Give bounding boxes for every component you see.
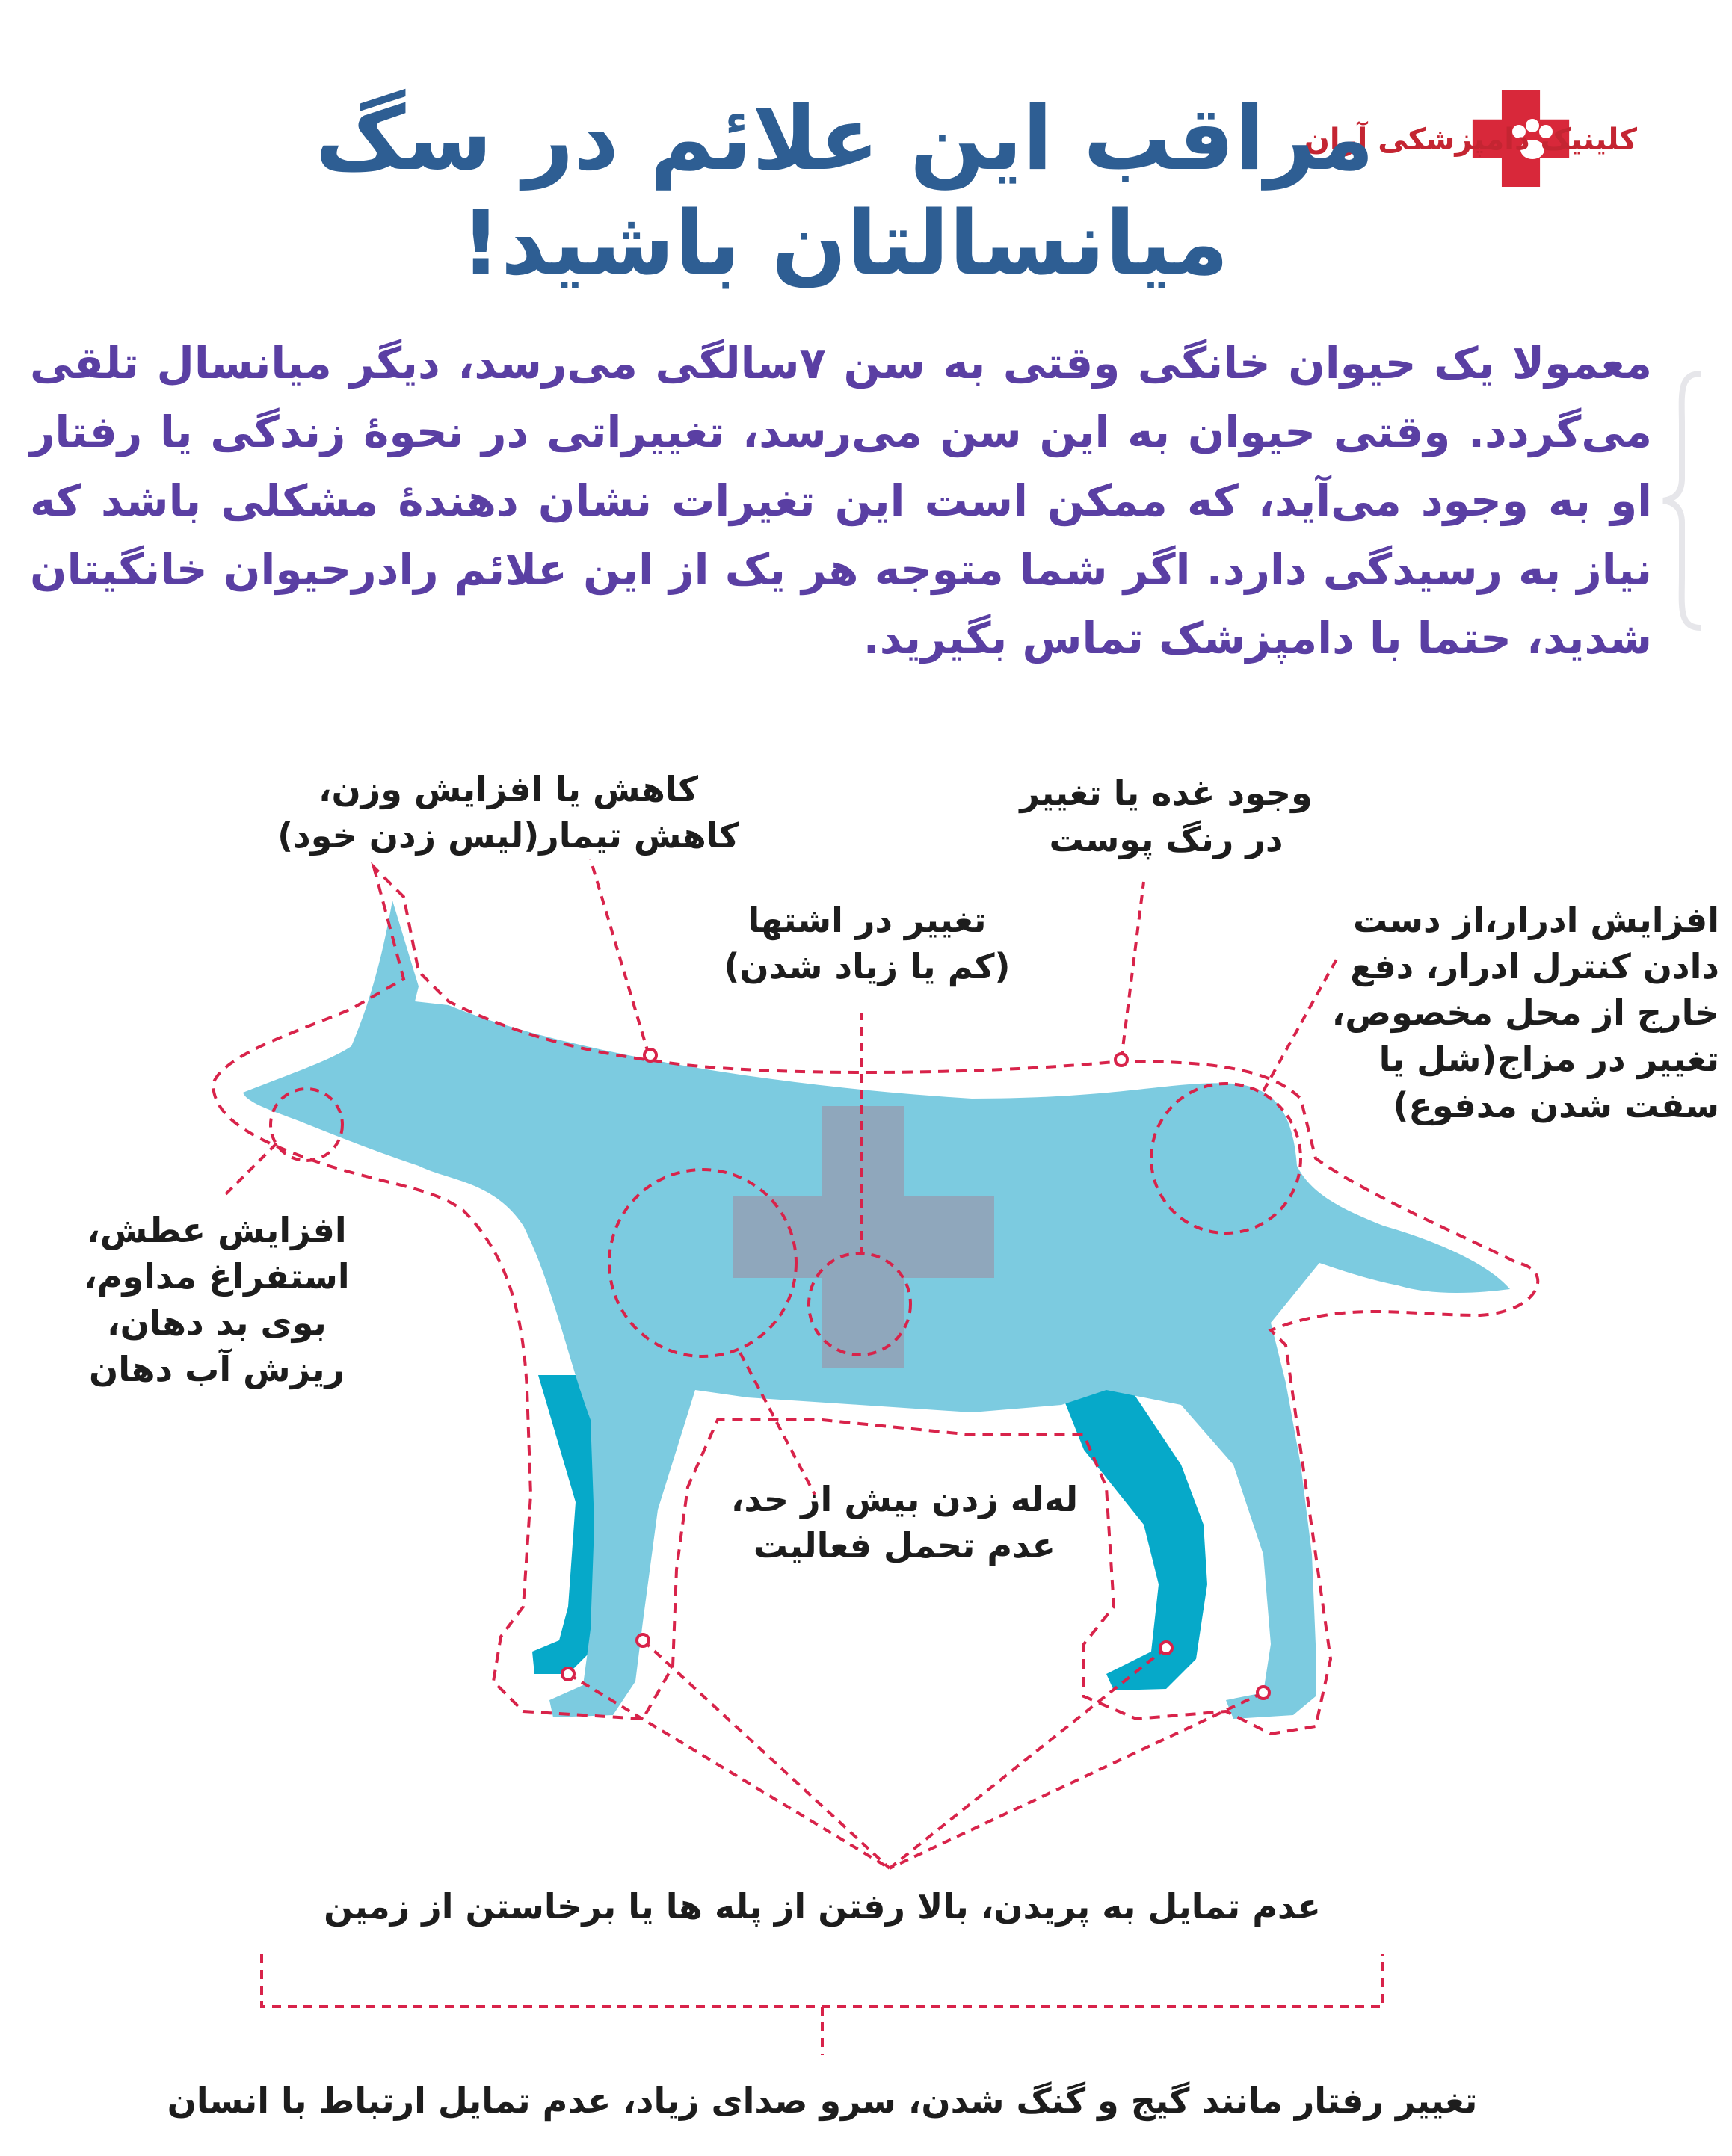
label-weight: کاهش یا افزایش وزن، کاهش تیمار(لیس زدن خود) (277, 769, 739, 856)
page-title-line-1: مراقب این علائم در سگ (315, 87, 1375, 190)
label-skin: وجود غده یا تغییر در رنگ پوست (1020, 773, 1313, 859)
label-panting: له‌له زدن بیش از حد، عدم تحمل فعالیت (730, 1479, 1079, 1566)
label-behavior: تغییر رفتار مانند گیج و گنگ شدن، سرو صدای زیاد، عدم تمایل ارتباط با انسان (167, 2081, 1478, 2121)
intro-paragraph: معمولا یک حیوان خانگی وقتی به سن ۷سالگی می‌رسد، دیگر میانسال تلقی می‌گردد. وقتی حیوان به این سن می‌رسد، تغییراتی در نحوهٔ زندگی یا رفتار او به وجود می‌آید، که ممکن است این تغیرات نشان دهندهٔ مشکلی باشد که نیاز به رسیدگی دارد. اگر شما متوجه هر یک از این علائم رادرحیوان خانگیتان شدید، حتما با دامپزشک تماس بگیرید. (30, 338, 1652, 664)
page-title-line-2: میانسالتان باشید! (460, 191, 1229, 294)
logo-text: کلینیک دامپزشکی آران (1304, 123, 1637, 157)
label-mobility: عدم تمایل به پریدن، بالا رفتن از پله ها یا برخاستن از زمین (324, 1886, 1321, 1927)
label-mouth: افزایش عطش، استفراغ مداوم، بوی بد دهان، ریزش آب دهان (84, 1210, 350, 1389)
label-urination: افزایش ادرار،از دست دادن کنترل ادرار، دفع خارج از محل مخصوص، تغییر در مزاج(شل یا سفت شدن مدفوع) (1331, 900, 1719, 1125)
label-appetite: تغییر در اشتها (کم یا زیاد شدن) (724, 900, 1011, 986)
